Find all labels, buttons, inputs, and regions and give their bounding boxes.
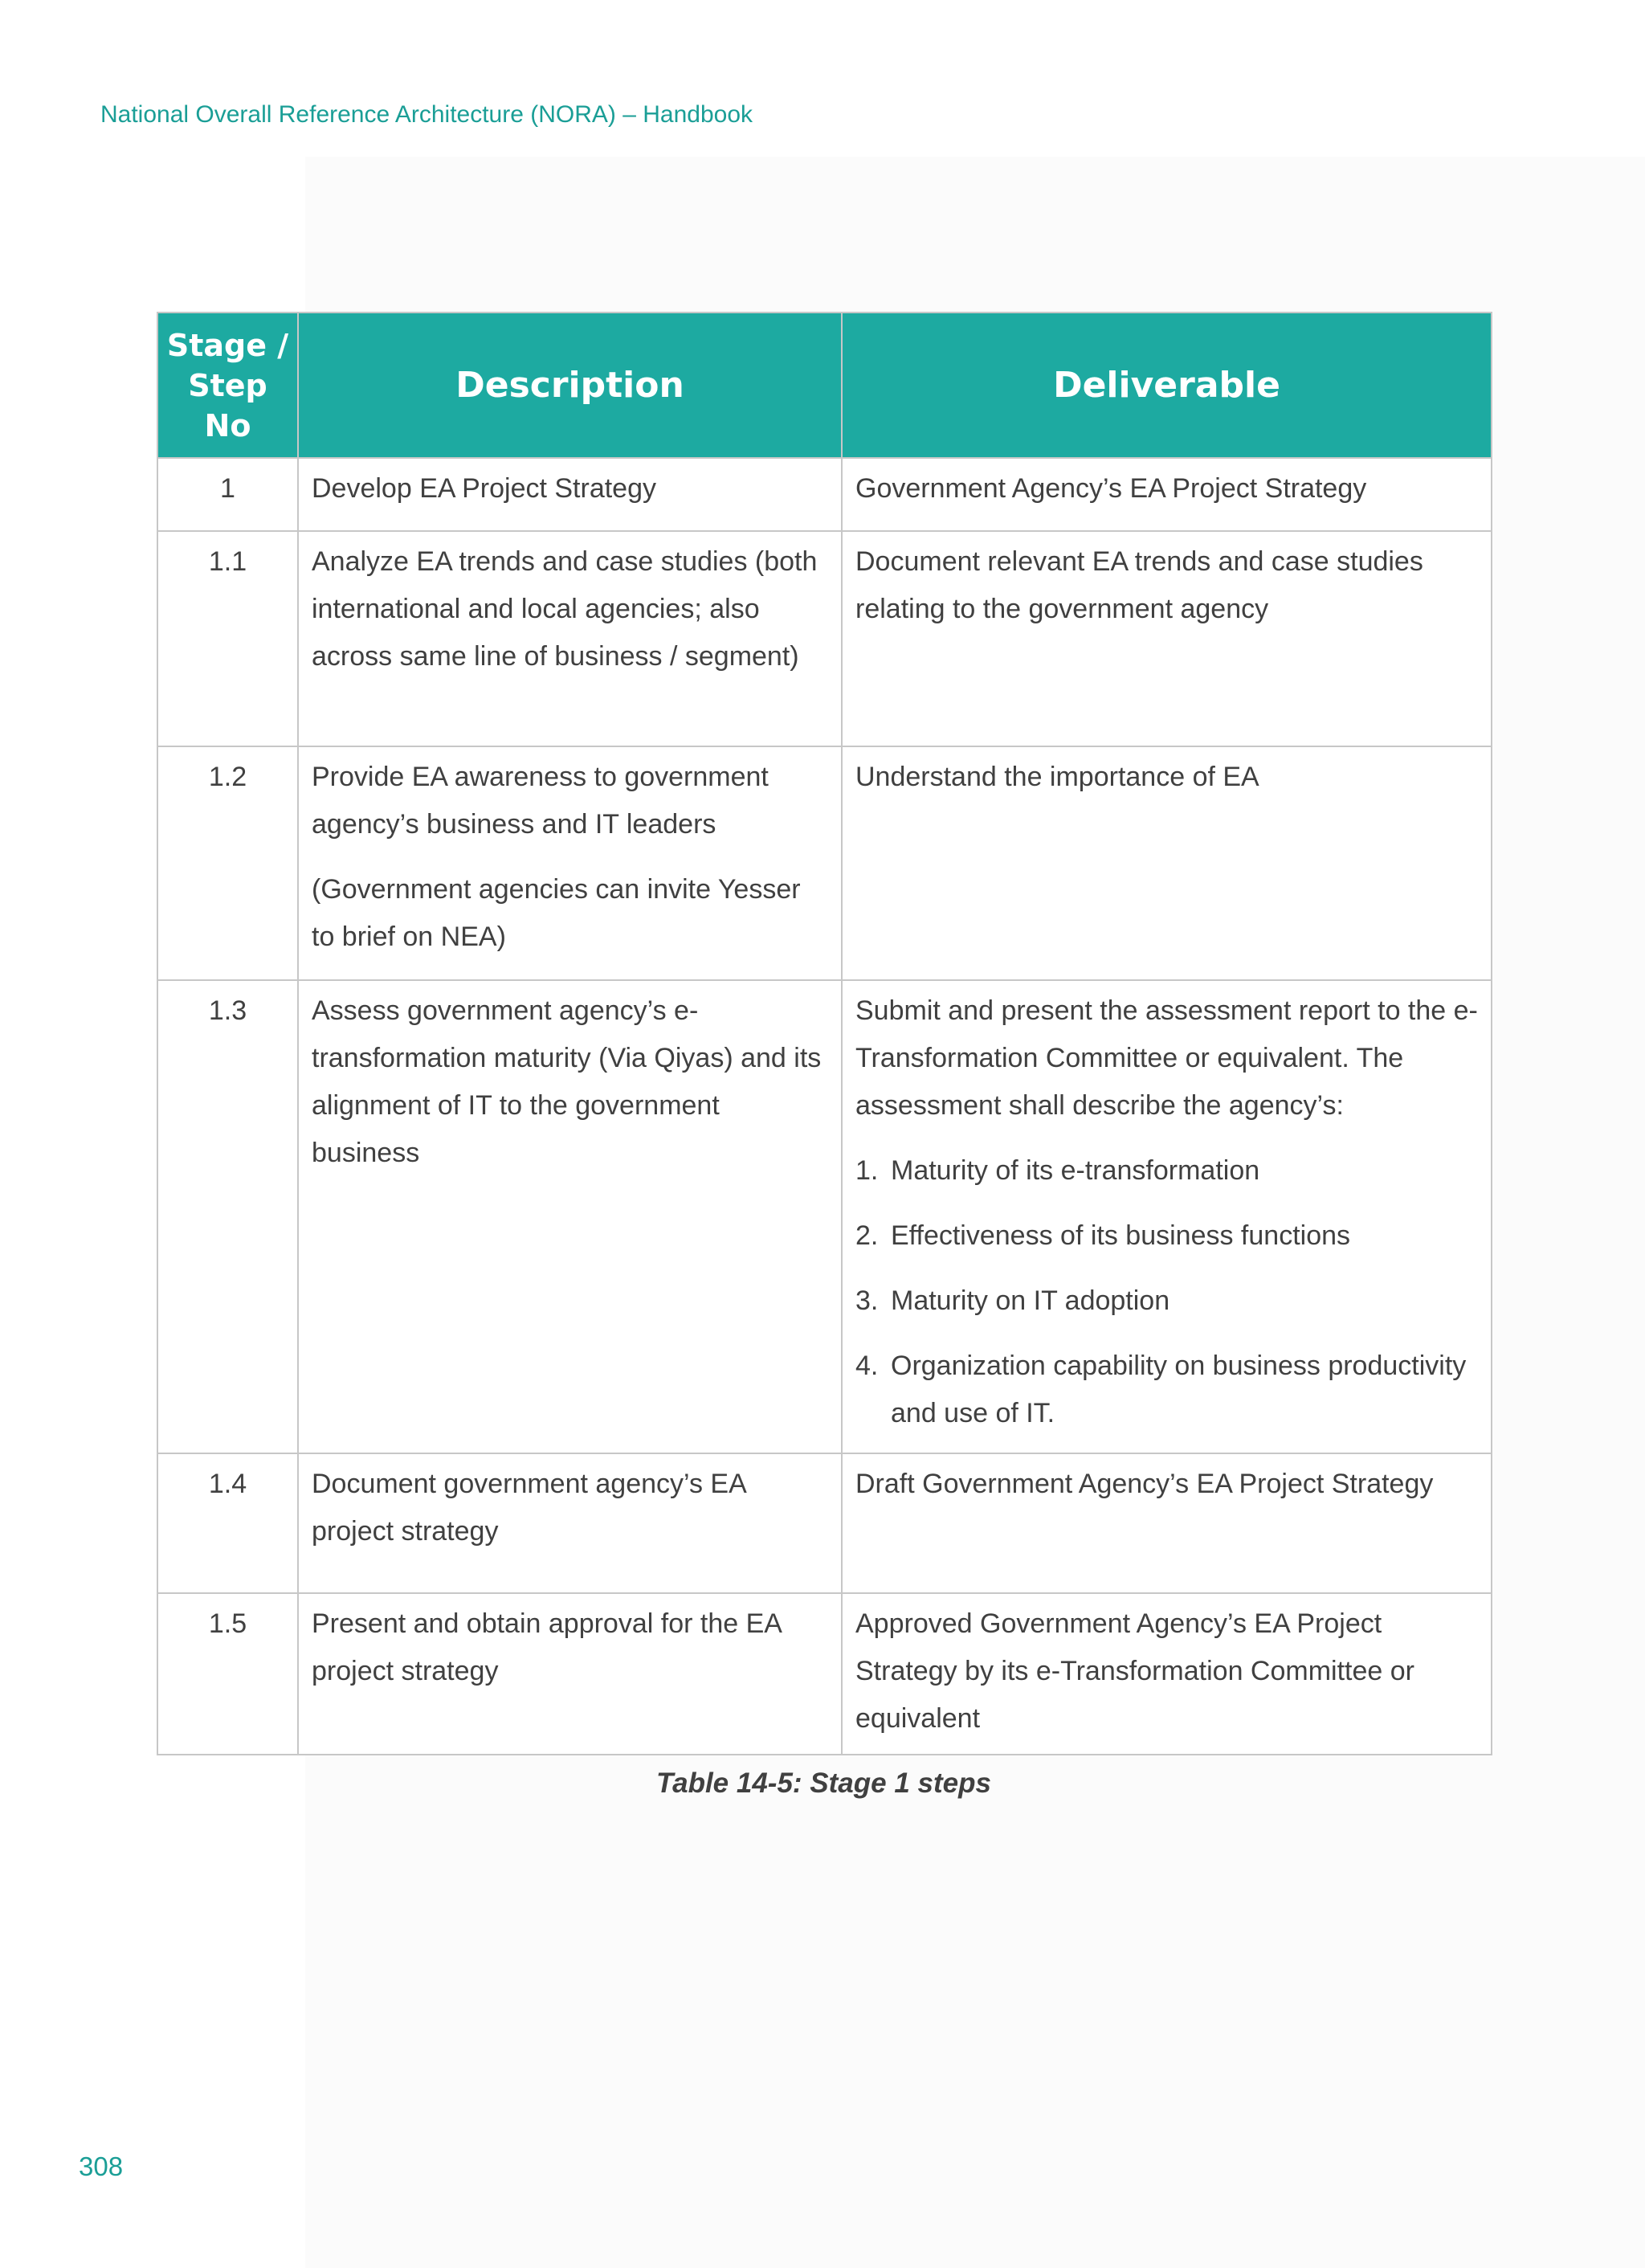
list-item-text: Organization capability on business productivity and use of IT.	[891, 1351, 1467, 1428]
step-description-cell	[298, 746, 842, 980]
step-deliverable: Submit and present the assessment report to the e-Transformation Committee or equivalent. The assessment shall describe the agency’s:	[855, 995, 1478, 1121]
step-number: 1.3	[157, 980, 298, 1453]
step-description: Provide EA awareness to government agency’s business and IT leaders	[312, 762, 769, 840]
table-row	[157, 458, 1492, 531]
list-item-text: Maturity on IT adoption	[891, 1285, 1170, 1316]
step-number: 1.2	[157, 746, 298, 980]
table-row	[157, 980, 1492, 1453]
step-number: 1	[157, 458, 298, 531]
list-marker: 2.	[855, 1220, 879, 1251]
table-row	[157, 1453, 1492, 1593]
step-description: Document government agency’s EA project strategy	[298, 1453, 842, 1593]
step-deliverable: Document relevant EA trends and case studies relating to the government agency	[842, 531, 1492, 746]
step-deliverable: Understand the importance of EA	[842, 746, 1492, 980]
table-row	[157, 531, 1492, 746]
column-header-deliverable: Deliverable	[842, 313, 1492, 458]
list-item	[855, 1147, 1478, 1195]
column-header-description: Description	[298, 313, 842, 458]
list-item-text: Effectiveness of its business functions	[891, 1220, 1351, 1251]
column-header-no-line: No	[204, 407, 251, 443]
column-header-stage-step	[157, 313, 298, 458]
step-description: Present and obtain approval for the EA project strategy	[298, 1593, 842, 1755]
step-deliverable: Approved Government Agency’s EA Project Strategy by its e-Transformation Committee or equivalent	[842, 1593, 1492, 1755]
step-number: 1.5	[157, 1593, 298, 1755]
step-deliverable: Draft Government Agency’s EA Project Strategy	[842, 1453, 1492, 1593]
step-description: Develop EA Project Strategy	[298, 458, 842, 531]
table-row	[157, 1593, 1492, 1755]
table-caption: Table 14-5: Stage 1 steps	[656, 1767, 991, 1799]
list-item	[855, 1342, 1478, 1437]
page-number: 308	[79, 2152, 124, 2181]
list-marker: 4.	[855, 1351, 879, 1381]
stage-steps-table	[157, 312, 1492, 1755]
step-description: Analyze EA trends and case studies (both international and local agencies; also across same line of business / segment)	[298, 531, 842, 746]
assessment-criteria-list	[855, 1147, 1478, 1437]
list-marker: 3.	[855, 1285, 879, 1316]
running-header: National Overall Reference Architecture (NORA) – Handbook	[100, 101, 753, 128]
list-item	[855, 1277, 1478, 1325]
list-item-text: Maturity of its e-transformation	[891, 1155, 1260, 1186]
step-deliverable: Government Agency’s EA Project Strategy	[842, 458, 1492, 531]
step-number: 1.4	[157, 1453, 298, 1593]
step-deliverable-cell	[842, 980, 1492, 1453]
step-description-note: (Government agencies can invite Yesser to brief on NEA)	[312, 874, 801, 952]
list-item	[855, 1212, 1478, 1260]
table-row	[157, 746, 1492, 980]
step-description: Assess government agency’s e-transformation maturity (Via Qiyas) and its alignment of IT to the government business	[298, 980, 842, 1453]
step-number: 1.1	[157, 531, 298, 746]
column-header-stage-line: Stage /	[166, 327, 289, 363]
list-marker: 1.	[855, 1155, 879, 1186]
column-header-step-line: Step	[188, 367, 267, 403]
table-header-row	[157, 313, 1492, 458]
